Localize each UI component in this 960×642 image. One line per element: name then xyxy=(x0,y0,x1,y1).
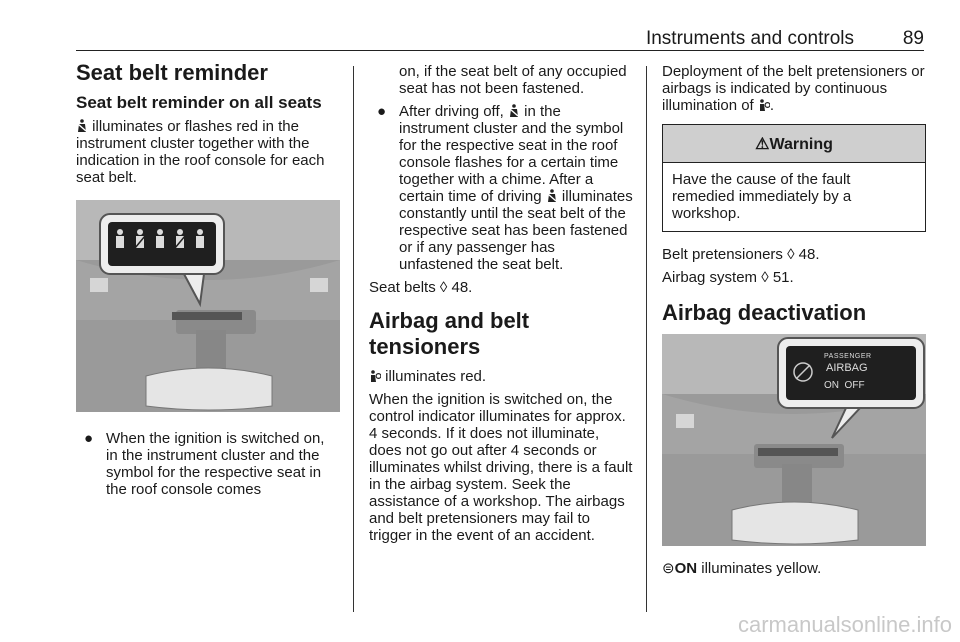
subheading-all-seats: Seat belt reminder on all seats xyxy=(76,93,322,112)
column-divider xyxy=(646,66,647,612)
airbag-ignition-paragraph: When the ignition is switched on, the control indicator illuminates for approx. 4 seconds. If it does not illuminate, does not go out after 4 seconds or illuminates whilst driving, there is a fault in the airbag system. Seek the assistance of a workshop. The airbags and belt pretensioners may fail to trigger in the event of an accident. xyxy=(369,391,633,544)
warning-triangle-icon: ⚠ xyxy=(755,136,770,153)
airbag-on-indicator: ⊜ON illuminates yellow. xyxy=(662,560,822,577)
belt-pretensioners-reference: Belt pretensioners ◊ 48. xyxy=(662,246,820,263)
bullet-continued: on, if the seat belt of any occupied seat has not been fastened. xyxy=(399,63,627,97)
seat-belt-icon xyxy=(76,119,88,133)
warning-box xyxy=(662,124,926,232)
warning-header: ⚠Warning xyxy=(663,125,925,163)
bullet-ignition-on: ● When the ignition is switched on, in the instrument cluster and the symbol for the respective seat in the roof console comes xyxy=(84,430,325,498)
column-divider xyxy=(353,66,354,612)
airbag-warning-icon xyxy=(369,369,381,383)
reference-arrow-icon: ◊ xyxy=(439,279,448,296)
seat-belts-reference: Seat belts ◊ 48. xyxy=(369,279,473,296)
tensioner-indicator: illuminates red. xyxy=(369,368,633,385)
column-1 xyxy=(76,60,340,504)
heading-airbag-deactivation: Airbag deactivation xyxy=(662,300,867,325)
page-number: 89 xyxy=(902,28,924,49)
reference-arrow-icon: ◊ xyxy=(761,269,769,286)
column-3 xyxy=(662,63,926,583)
heading-seat-belt-reminder: Seat belt reminder xyxy=(76,60,268,85)
seat-belt-icon xyxy=(546,189,558,203)
heading-airbag-tensioners: Airbag and belt tensioners xyxy=(369,308,530,359)
warning-text: Have the cause of the fault remedied immediately by a workshop. xyxy=(672,171,852,222)
airbag-on-icon: ⊜ xyxy=(662,560,675,577)
watermark: carmanualsonline.info xyxy=(737,612,952,637)
photo-label-airbag: AIRBAG xyxy=(826,362,868,374)
deployment-paragraph: Deployment of the belt pretensioners or airbags is indicated by continuous illumination of . xyxy=(662,63,925,114)
photo-label-passenger: PASSENGER xyxy=(824,353,872,360)
intro-paragraph: illuminates or flashes red in the instrument cluster together with the indication in the roof console for each seat belt. xyxy=(76,118,325,186)
airbag-warning-icon xyxy=(758,98,770,112)
bullet-after-driving: ● After driving off, in the instrument cluster and the symbol for the respective seat in the roof console flashes for a certain time together with a chime. After a certain time of driving illuminates constantly until the seat belt of the respective seat has been fastened or if any passenger has unfastened the seat belt. xyxy=(377,103,633,273)
airbag-system-reference: Airbag system ◊ 51. xyxy=(662,269,794,286)
photo-label-on-off: ON OFF xyxy=(824,380,865,391)
roof-console-photo xyxy=(76,200,340,412)
airbag-deactivation-photo xyxy=(662,334,926,546)
reference-arrow-icon: ◊ xyxy=(787,246,795,263)
seat-belt-icon xyxy=(508,104,520,118)
page-header xyxy=(76,26,924,51)
column-2 xyxy=(369,63,633,550)
section-title: Instruments and controls xyxy=(645,28,854,49)
